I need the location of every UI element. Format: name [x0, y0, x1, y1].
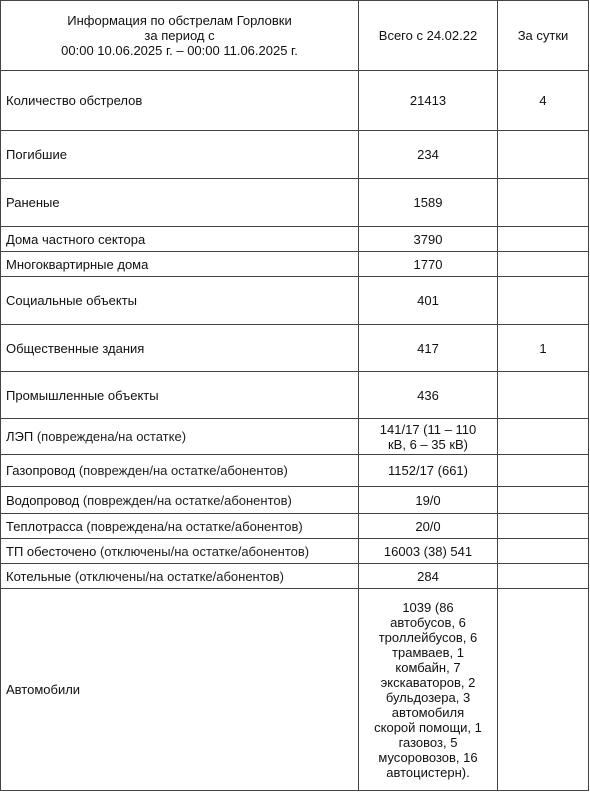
row-day: [498, 455, 589, 487]
row-label-main: Котельные: [6, 568, 72, 584]
row-total: 20/0: [359, 514, 498, 539]
row-day: [498, 539, 589, 564]
row-day: [498, 564, 589, 589]
row-label: [1, 455, 359, 487]
row-total: 21413: [359, 71, 498, 131]
row-label-main: Дома частного сектора: [6, 231, 146, 247]
row-total: 141/17 (11 – 110 кВ, 6 – 35 кВ): [359, 419, 498, 455]
row-label-main: Общественные здания: [6, 340, 145, 356]
row-label: [1, 325, 359, 372]
row-label: [1, 131, 359, 179]
row-total: 417: [359, 325, 498, 372]
row-label: [1, 277, 359, 325]
row-label-extra: (повреждена/на остатке): [33, 429, 187, 444]
row-total: 19/0: [359, 487, 498, 514]
row-day: [498, 589, 589, 791]
table-row: [1, 179, 589, 227]
row-label-main: Социальные объекты: [6, 293, 138, 308]
table-row: [1, 71, 589, 131]
row-day: [498, 179, 589, 227]
row-day: [498, 277, 589, 325]
row-total: 401: [359, 277, 498, 325]
row-label-main: Водопровод: [6, 492, 80, 508]
row-label-main: Раненые: [6, 195, 60, 210]
column-header-total: Всего с 24.02.22: [359, 1, 498, 71]
row-label: [1, 564, 359, 589]
row-total: 234: [359, 131, 498, 179]
row-label: [1, 179, 359, 227]
column-header-day: За сутки: [498, 1, 589, 71]
row-total: 1152/17 (661): [359, 455, 498, 487]
row-day: [498, 487, 589, 514]
row-day: [498, 372, 589, 419]
row-label-main: Газопровод: [6, 463, 76, 478]
row-label-extra: (поврежден/на остатке/абонентов): [79, 492, 292, 508]
row-total: 1589: [359, 179, 498, 227]
row-day: [498, 227, 589, 252]
row-label-main: Промышленные объекты: [6, 387, 159, 403]
row-day: [498, 252, 589, 277]
row-total: 284: [359, 564, 498, 589]
row-label-main: ТП обесточено: [6, 543, 97, 559]
row-total: 1770: [359, 252, 498, 277]
table-row: [1, 131, 589, 179]
row-label-extra: (отключены/на остатке/абонентов): [71, 568, 285, 584]
table-row: [1, 252, 589, 277]
table-row: [1, 487, 589, 514]
row-label-extra: (поврежден/на остатке/абонентов): [75, 463, 288, 478]
row-day: [498, 131, 589, 179]
row-label: [1, 419, 359, 455]
row-total: 16003 (38) 541: [359, 539, 498, 564]
row-total: 3790: [359, 227, 498, 252]
row-label-main: Погибшие: [6, 147, 67, 162]
row-day: [498, 419, 589, 455]
row-label-main: Многоквартирные дома: [6, 256, 149, 272]
table-row: [1, 564, 589, 589]
table-header-row: [1, 1, 589, 71]
row-label-main: Количество обстрелов: [6, 93, 143, 108]
table-row: [1, 589, 589, 791]
row-label: [1, 252, 359, 277]
row-label: [1, 372, 359, 419]
table-row: [1, 455, 589, 487]
row-total: 1039 (86 автобусов, 6 троллейбусов, 6 трамваев, 1 комбайн, 7 экскаваторов, 2 бульдозера, 3 автомобиля скорой помощи, 1 газовоз, 5 мусоровозов, 16 автоцистерн).: [359, 589, 498, 791]
row-label-main: ЛЭП: [6, 429, 34, 444]
table-row: [1, 227, 589, 252]
row-label: [1, 227, 359, 252]
row-day: [498, 514, 589, 539]
row-day: 1: [498, 325, 589, 372]
table-row: [1, 514, 589, 539]
row-label: [1, 71, 359, 131]
row-label: [1, 539, 359, 564]
row-label: [1, 487, 359, 514]
table-row: [1, 277, 589, 325]
row-label-extra: (отключены/на остатке/абонентов): [96, 543, 310, 559]
row-label-extra: (повреждена/на остатке/абонентов): [82, 518, 303, 534]
row-total: 436: [359, 372, 498, 419]
row-day: 4: [498, 71, 589, 131]
row-label: [1, 514, 359, 539]
row-label-main: Автомобили: [6, 682, 81, 697]
row-label-main: Теплотрасса: [6, 518, 83, 534]
table-row: [1, 539, 589, 564]
row-label: [1, 589, 359, 791]
table-title: Информация по обстрелам Горловки за период с 00:00 10.06.2025 г. – 00:00 11.06.2025 г.: [1, 1, 359, 71]
table-row: [1, 372, 589, 419]
table-row: [1, 419, 589, 455]
table-row: [1, 325, 589, 372]
